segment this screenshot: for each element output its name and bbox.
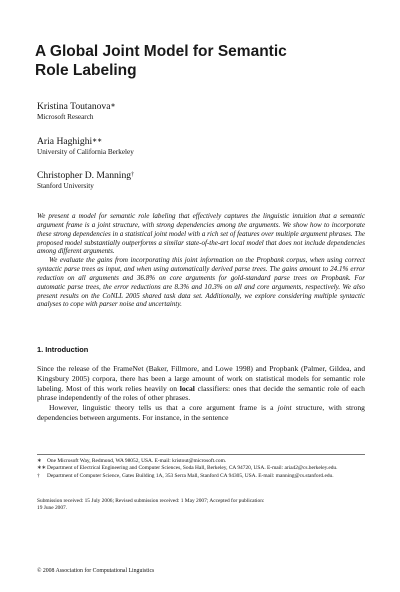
author-affiliation: University of California Berkeley	[37, 148, 134, 156]
title-line-1: A Global Joint Model for Semantic	[35, 43, 287, 60]
footnote-text: Department of Computer Science, Gates Building 1A, 353 Serra Mall, Stanford CA 94305, USA. E-mail: manning@cs.stanford.edu.	[47, 472, 334, 479]
author-affiliation: Microsoft Research	[37, 113, 94, 121]
footnote-mark: ∗	[37, 458, 42, 464]
footnote	[37, 465, 365, 472]
author-block	[37, 101, 337, 122]
footnote-text: Department of Electrical Engineering and Computer Sciences, Soda Hall, Berkeley, CA 94720, USA. E-mail: aria42@cs.berkeley.edu.	[47, 465, 338, 472]
author-mark: ∗∗	[92, 138, 103, 144]
footnote-mark: ∗∗	[37, 465, 47, 472]
abstract	[37, 212, 365, 309]
abstract-paragraph: We evaluate the gains from incorporating this joint information on the Propbank corpus, when using correct syntactic parse trees as input, and when using automatically derived parse trees. The gains amount to 24.1% error reduction on all arguments and 36.8% on core arguments for gold-standard parse trees on Propbank. For automatic parse trees, the error reductions are 8.3% and 10.3% on all and core arguments, respectively. We also present results on the CoNLL 2005 shared task data set. Additionally, we explore considering multiple syntactic analyses to cope with parser noise and uncertainty.	[37, 256, 365, 309]
title-line-2: Role Labeling	[35, 62, 137, 79]
author-name: Christopher D. Manning	[37, 170, 132, 181]
footnote	[37, 458, 365, 465]
intro-paragraph: However, linguistic theory tells us that a core argument frame is a joint structure, with strong dependencies between arguments. For instance, in the sentence	[37, 403, 365, 422]
intro-text	[37, 364, 365, 423]
footnote-rule	[37, 454, 365, 455]
emphasis-local: local	[179, 383, 195, 393]
submission-line: 19 June 2007.	[37, 504, 68, 511]
author-mark: ∗	[110, 103, 116, 109]
author-name: Kristina Toutanova	[37, 101, 111, 112]
emphasis-joint: joint	[277, 403, 292, 413]
footnotes	[37, 458, 365, 480]
author-name: Aria Haghighi	[37, 136, 93, 147]
author-block	[37, 136, 337, 157]
submission-line: Submission received: 15 July 2006; Revised submission received: 1 May 2007; Accepted for publication:	[37, 498, 265, 504]
paper-title	[35, 42, 335, 80]
footnote	[37, 473, 365, 480]
section-heading: 1. Introduction	[37, 345, 89, 354]
abstract-paragraph: We present a model for semantic role labeling that effectively captures the linguistic intuition that a semantic argument frame is a joint structure, with strong dependencies among the arguments. We show how to incorporate these strong dependencies in a statistical joint model with a rich set of features over multiple argument phrases. The proposed model substantially outperforms a similar state-of-the-art local model that does not include dependencies among different arguments.	[37, 212, 365, 256]
intro-paragraph: Since the release of the FrameNet (Baker, Fillmore, and Lowe 1998) and Propbank (Palmer, Gildea, and Kingsbury 2005) corpora, there has been a large amount of work on statistical models for semantic role labeling. Most of this work relies heavily on local classifiers: ones that decide the semantic role of each phrase independently of the roles of other phrases.	[37, 364, 365, 403]
submission-info	[37, 498, 365, 512]
author-mark: †	[131, 172, 135, 178]
footnote-text: One Microsoft Way, Redmond, WA 98052, USA. E-mail: kristout@microsoft.com.	[47, 458, 227, 464]
copyright: © 2008 Association for Computational Linguistics	[37, 568, 155, 574]
footnote-mark: †	[37, 472, 40, 479]
author-block	[37, 170, 337, 191]
author-affiliation: Stanford University	[37, 182, 94, 190]
